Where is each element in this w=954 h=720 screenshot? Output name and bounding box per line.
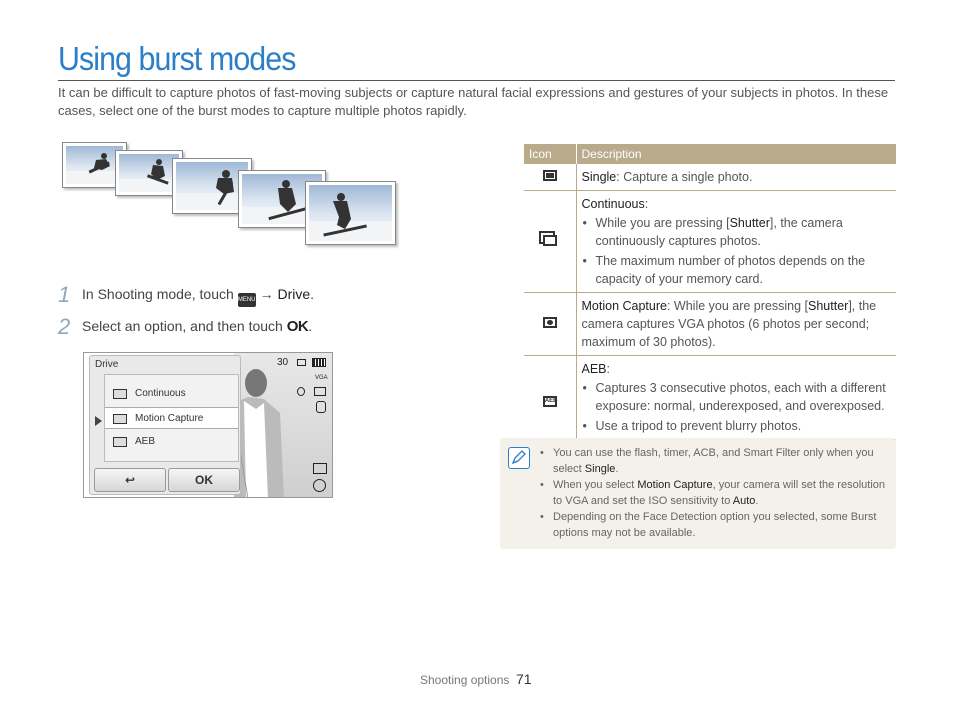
- table-row-single: [524, 164, 896, 191]
- table-row-continuous: [524, 191, 896, 293]
- continuous-bullet-2: • The maximum number of photos depends on the capacity of your memory card.: [582, 252, 892, 288]
- step-2-number: 2: [58, 314, 71, 339]
- step-1-target: Drive: [277, 286, 311, 302]
- title-divider: [58, 80, 895, 81]
- single-name: Single: [581, 170, 617, 184]
- settings-icon[interactable]: [313, 479, 326, 492]
- step-1-number: 1: [58, 282, 71, 307]
- selection-arrow-icon: [95, 416, 102, 426]
- camera-drive-screen: [83, 352, 333, 498]
- drive-menu-title: Drive: [95, 359, 119, 370]
- burst-mode-icon[interactable]: [313, 463, 327, 474]
- option-aeb[interactable]: [105, 431, 238, 453]
- table-row-aeb: AEB AEB: • Captures 3 consecutive photos, each with a different exposure: normal, underexposed, and overexposed. • Use a tripod to prevent blurry photos.: [524, 356, 896, 440]
- single-desc: : Capture a single photo.: [616, 170, 753, 184]
- intro-paragraph: It can be difficult to capture photos of fast-moving subjects or capture natural facial expressions and gestures of your subjects in photos. In these cases, select one of the burst modes to capture multiple photos rapidly.: [58, 85, 889, 118]
- resolution-label: VGA: [315, 375, 328, 381]
- table-header-description: Description: [576, 144, 896, 164]
- motion-key: Shutter: [808, 299, 849, 313]
- aeb-bullet-1: • Captures 3 consecutive photos, each with a different exposure: normal, underexposed, and overexposed.: [582, 379, 892, 415]
- option-continuous[interactable]: [105, 383, 238, 405]
- note-item-3: • Depending on the Face Detection option you selected, some Burst options may not be available.: [540, 509, 888, 541]
- note-box: [500, 438, 896, 549]
- step-2-text-before: Select an option, and then touch: [82, 318, 283, 334]
- continuous-name: Continuous: [581, 197, 645, 211]
- step-2-text: [82, 318, 312, 335]
- option-aeb-label: AEB: [135, 436, 156, 447]
- ok-button[interactable]: OK: [168, 468, 240, 492]
- motion-capture-icon: [543, 317, 557, 328]
- single-shot-icon: [543, 170, 557, 181]
- option-motion-capture[interactable]: [105, 407, 238, 429]
- option-motion-capture-label: Motion Capture: [135, 413, 204, 424]
- step-1-text-after: .: [310, 286, 315, 302]
- shots-remaining: 30: [277, 357, 289, 368]
- motion-name: Motion Capture: [581, 299, 667, 313]
- continuous-shot-icon: [543, 235, 557, 246]
- continuous-colon: :: [644, 197, 649, 211]
- back-button[interactable]: ↩: [94, 468, 166, 492]
- footer-section-label: Shooting options: [420, 673, 510, 687]
- continuous-bullet-1: • While you are pressing [Shutter], the camera continuously captures photos.: [582, 214, 892, 250]
- drive-indicator-icon: [297, 359, 306, 366]
- burst-photo-5: [305, 181, 396, 245]
- step-2-text-after: .: [308, 318, 313, 334]
- ok-icon: OK: [286, 318, 309, 335]
- motion-capture-icon: [113, 414, 127, 424]
- table-header-icon: Icon: [524, 144, 576, 164]
- battery-icon: [312, 358, 326, 367]
- step-1-arrow: →: [259, 286, 274, 302]
- drive-option-list: [104, 374, 239, 462]
- page-number: 71: [516, 671, 532, 687]
- page-title: Using burst modes: [58, 40, 296, 77]
- note-item-2: • When you select Motion Capture, your camera will set the resolution to VGA and set the ISO sensitivity to Auto.: [540, 477, 888, 509]
- aeb-icon: AEB: [543, 396, 557, 407]
- continuous-icon: [113, 389, 127, 399]
- note-pencil-icon: [508, 447, 530, 469]
- option-continuous-label: Continuous: [135, 388, 186, 399]
- ois-icon: [316, 401, 326, 413]
- aeb-name: AEB: [581, 362, 607, 376]
- note-item-1: • You can use the flash, timer, ACB, and Smart Filter only when you select Single.: [540, 445, 888, 477]
- aeb-bullet-2: • Use a tripod to prevent blurry photos.: [582, 417, 892, 435]
- step-1-text-before: In Shooting mode, touch: [82, 286, 234, 302]
- step-1-text: [82, 286, 314, 307]
- menu-icon: MENU: [238, 293, 256, 307]
- table-row-motion-capture: Motion Capture: While you are pressing [Shutter], the camera captures VGA photos (6 photos per second; maximum of 30 photos).: [524, 293, 896, 356]
- flash-off-icon: [297, 387, 305, 396]
- metering-icon: [314, 387, 326, 396]
- aeb-icon: [113, 437, 127, 447]
- burst-modes-table: [524, 144, 896, 440]
- drive-menu-panel: [89, 355, 241, 495]
